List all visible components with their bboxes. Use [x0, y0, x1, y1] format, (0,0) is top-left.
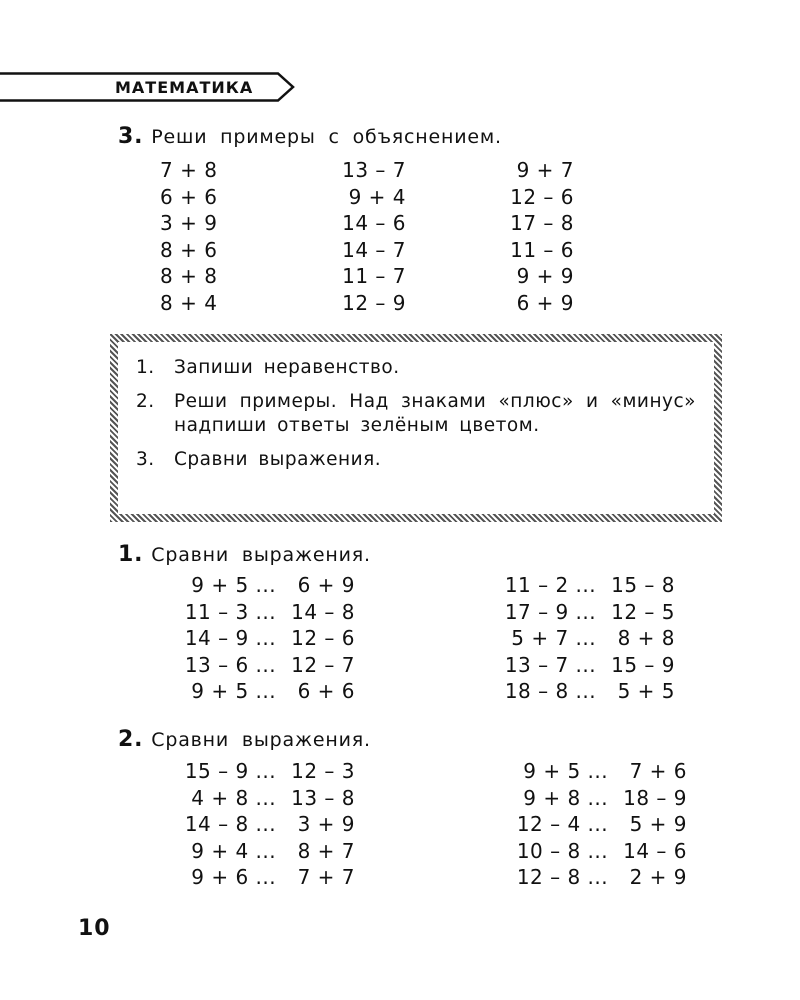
task3-example: 14 – 7 [342, 237, 406, 262]
comparison-row [470, 864, 687, 891]
comparison-row [470, 625, 675, 652]
comparison-placeholder[interactable]: ... [568, 573, 603, 597]
page-number: 10 [78, 916, 111, 941]
comparison-row [150, 599, 355, 626]
expression-left: 5 + 7 [511, 626, 569, 651]
expression-right: 13 – 8 [291, 785, 355, 810]
task3-example: 8 + 4 [160, 290, 218, 315]
task3-example: 9 + 9 [516, 264, 574, 289]
expression-left: 17 – 9 [504, 599, 569, 624]
comparison-row [470, 599, 675, 626]
expression-left: 4 + 8 [191, 785, 249, 810]
expression-left: 11 – 3 [184, 599, 249, 624]
instruction-text: Сравни выражения. [174, 449, 382, 470]
task1-right-column [470, 572, 675, 705]
expression-right: 7 + 6 [629, 759, 687, 783]
expression-right: 15 – 8 [611, 573, 675, 597]
expression-right: 2 + 9 [629, 865, 687, 890]
expression-right: 5 + 9 [629, 812, 687, 837]
task3-example: 14 – 6 [342, 211, 406, 236]
comparison-placeholder[interactable]: ... [580, 812, 615, 837]
comparison-row [470, 758, 687, 785]
expression-left: 12 – 8 [516, 865, 581, 890]
expression-right: 5 + 5 [617, 679, 675, 704]
expression-right: 12 – 3 [291, 759, 355, 783]
task1-heading-text: Сравни выражения. [151, 544, 371, 566]
instruction-number: 1. [136, 357, 155, 378]
task2-left-column [150, 758, 355, 891]
comparison-row [150, 572, 355, 599]
task3-col1 [160, 157, 217, 317]
comparison-placeholder[interactable]: ... [580, 785, 615, 810]
task2-heading [118, 727, 371, 752]
expression-right: 8 + 7 [297, 838, 355, 863]
task3-heading [118, 124, 502, 149]
expression-left: 13 – 6 [184, 652, 249, 677]
instruction-box [110, 334, 722, 522]
expression-left: 9 + 4 [191, 838, 249, 863]
comparison-placeholder[interactable]: ... [248, 759, 283, 783]
instruction-number: 3. [136, 449, 155, 470]
comparison-row [150, 678, 355, 705]
expression-left: 9 + 5 [191, 573, 249, 597]
comparison-row [150, 864, 355, 891]
comparison-row [470, 678, 675, 705]
expression-right: 12 – 5 [611, 599, 675, 624]
instruction-text: Реши примеры. Над знаками «плюс» и «минус» надпиши ответы зелёным цветом. [174, 391, 696, 436]
comparison-placeholder[interactable]: ... [248, 573, 283, 597]
comparison-placeholder[interactable]: ... [248, 599, 283, 624]
task2-right-column [470, 758, 687, 891]
task3-example: 17 – 8 [510, 211, 574, 236]
task3-example: 8 + 6 [160, 237, 218, 262]
comparison-placeholder[interactable]: ... [580, 838, 615, 863]
comparison-placeholder[interactable]: ... [248, 652, 283, 677]
expression-left: 9 + 6 [191, 865, 249, 890]
comparison-row [150, 838, 355, 865]
expression-right: 3 + 9 [297, 812, 355, 837]
comparison-row [150, 652, 355, 679]
expression-left: 14 – 9 [184, 626, 249, 651]
task3-example: 11 – 7 [342, 264, 406, 289]
task3-example: 9 + 7 [516, 158, 574, 182]
task3-example: 12 – 6 [510, 184, 574, 209]
expression-left: 15 – 9 [184, 759, 249, 783]
task1-left-column [150, 572, 355, 705]
section-title: МАТЕМАТИКА [115, 78, 254, 97]
comparison-row [150, 758, 355, 785]
task3-example: 3 + 9 [160, 211, 218, 236]
expression-left: 13 – 7 [504, 652, 569, 677]
expression-right: 14 – 8 [291, 599, 355, 624]
comparison-placeholder[interactable]: ... [568, 652, 603, 677]
comparison-placeholder[interactable]: ... [568, 626, 603, 651]
task3-example: 8 + 8 [160, 264, 218, 289]
comparison-placeholder[interactable]: ... [580, 759, 615, 783]
comparison-row [150, 625, 355, 652]
comparison-placeholder[interactable]: ... [248, 785, 283, 810]
comparison-placeholder[interactable]: ... [568, 679, 603, 704]
instruction-list [136, 356, 696, 482]
task3-col2 [300, 157, 406, 317]
comparison-row [470, 572, 675, 599]
comparison-row [150, 785, 355, 812]
task3-example: 13 – 7 [342, 158, 406, 182]
task3-heading-text: Реши примеры с объяснением. [151, 126, 502, 148]
comparison-row [150, 811, 355, 838]
expression-left: 9 + 8 [523, 785, 581, 810]
task3-example: 7 + 8 [160, 158, 218, 182]
task3-number: 3. [118, 124, 144, 149]
comparison-placeholder[interactable]: ... [248, 679, 283, 704]
task3-example: 12 – 9 [342, 290, 406, 315]
comparison-placeholder[interactable]: ... [248, 812, 283, 837]
task2-number: 2. [118, 727, 144, 752]
instruction-item [136, 356, 696, 380]
comparison-placeholder[interactable]: ... [248, 838, 283, 863]
task3-example: 11 – 6 [510, 237, 574, 262]
expression-right: 12 – 7 [291, 652, 355, 677]
expression-right: 12 – 6 [291, 626, 355, 651]
instruction-item [136, 390, 696, 438]
expression-right: 6 + 6 [297, 679, 355, 704]
task3-example: 6 + 9 [516, 290, 574, 315]
task2-heading-text: Сравни выражения. [151, 729, 371, 751]
comparison-placeholder[interactable]: ... [248, 865, 283, 890]
task3-example: 9 + 4 [348, 184, 406, 209]
task3-example: 6 + 6 [160, 184, 218, 209]
expression-left: 18 – 8 [504, 679, 569, 704]
comparison-row [470, 838, 687, 865]
comparison-row [470, 811, 687, 838]
task1-heading [118, 542, 371, 567]
expression-right: 6 + 9 [297, 573, 355, 597]
comparison-row [470, 785, 687, 812]
instruction-text: Запиши неравенство. [174, 357, 400, 378]
comparison-placeholder[interactable]: ... [580, 865, 615, 890]
expression-left: 11 – 2 [504, 573, 569, 597]
instruction-item [136, 448, 696, 472]
expression-left: 10 – 8 [516, 838, 581, 863]
comparison-row [470, 652, 675, 679]
expression-right: 14 – 6 [623, 838, 687, 863]
expression-right: 8 + 8 [617, 626, 675, 651]
expression-left: 9 + 5 [191, 679, 249, 704]
task3-col3 [470, 157, 574, 317]
expression-right: 15 – 9 [611, 652, 675, 677]
expression-left: 12 – 4 [516, 812, 581, 837]
expression-right: 18 – 9 [623, 785, 687, 810]
expression-left: 9 + 5 [523, 759, 581, 783]
comparison-placeholder[interactable]: ... [568, 599, 603, 624]
instruction-number: 2. [136, 391, 155, 412]
comparison-placeholder[interactable]: ... [248, 626, 283, 651]
expression-left: 14 – 8 [184, 812, 249, 837]
expression-right: 7 + 7 [297, 865, 355, 890]
task1-number: 1. [118, 542, 144, 567]
